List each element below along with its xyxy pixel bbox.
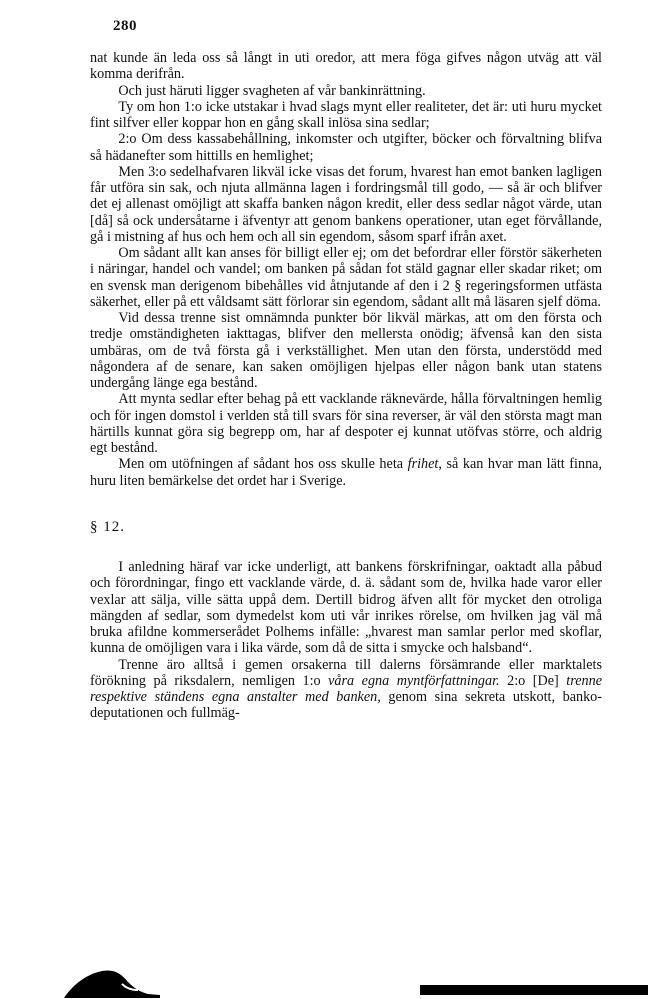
text-span: genom sina sekreta utskott, banko-deputationen och fullmäg- xyxy=(90,689,602,722)
italic-phrase: våra egna myntförfattningar. xyxy=(328,672,500,689)
scan-edge-bar xyxy=(420,985,648,995)
body-text xyxy=(90,50,602,722)
italic-word: frihet xyxy=(407,456,439,473)
ink-blot-decoration xyxy=(62,948,162,998)
paragraph: Och just häruti ligger svagheten af vår bankinrättning. xyxy=(118,82,426,99)
text-span: , så kan hvar man lätt finna, huru liten bemärkelse det ordet har i Sverige. xyxy=(90,456,603,489)
paragraph: Att mynta sedlar efter behag på ett vacklande räknevärde, hålla förvaltningen hemlig och för ingen domstol i verlden stå till svars för sina reverser, är väl den största magt man härtills kunnat göra sig begrepp om, har af despoter ej kunnat utöfvas större, och aldrig egt bestånd. xyxy=(90,391,602,456)
italic-phrase: trenne respektive ständens egna anstalter med banken, xyxy=(90,672,602,705)
text-span: Men om utöfningen af sådant hos oss skulle heta xyxy=(118,456,408,473)
paragraph: Vid dessa trenne sist omnämnda punkter bör likväl märkas, att om den första och tredje omständigheten iakttagas, blifver den mellersta onödig; äfvenså kan den sista umbäras, om de två första gå i verkställighet. Men utan den första, understödd med någondera af de senare, kan saken omöjligen hjelpas eller någon bank utan statens undergång länge ega bestånd. xyxy=(90,310,602,391)
paragraph: 2:o Om dess kassabehållning, inkomster och utgifter, böcker och förvaltning blifva så hädanefter som hittills en hemlighet; xyxy=(90,131,602,164)
section-heading: § 12. xyxy=(90,518,125,535)
page-number: 280 xyxy=(113,18,137,34)
paragraph: Ty om hon 1:o icke utstakar i hvad slags mynt eller realiteter, det är: uti huru mycket fint silfver eller koppar hon en gång skall inlösa sina sedlar; xyxy=(90,98,602,131)
paragraph: Men 3:o sedelhafvaren likväl icke visas det forum, hvarest han emot banken lagligen får utföra sin sak, och njuta allmänna lagen i fordringsmål till godo, — så är och blifver det ej allenast omöjligt att skaffa banken någon kredit, eller dess sedlar något värde, utan [då] så ock undersåtarne i äfventyr att genom bankens operationer, utan eget förvållande, gå i mistning af hus och hem och all sin egendom, såsom sparf ifrån axet. xyxy=(90,163,602,245)
text-span: 2:o [De] xyxy=(499,672,567,689)
paragraph: I anledning häraf var icke underligt, att bankens förskrifningar, oaktadt alla påbud och förordningar, fingo ett vacklande värde, d. ä. sådant som de, hvilka hade varor eller vexlar att sälja, ville sätta uppå dem. Dertill bidrog äfven allt för mycket den otroliga mängden af sedlar, som dymedelst kom uti vår inrikes rörelse, om hvilken jag väl må bruka afildne kommerserådet Polhems infälle: „hvarest man samlar perlor med skoflar, kunna de omöjligen vara i lika värde, som då de sitta i smycke och halsband“. xyxy=(90,559,602,657)
paragraph xyxy=(90,456,602,489)
paragraph: nat kunde än leda oss så långt in uti oredor, att mera föga gifves någon utväg att väl komma derifrån. xyxy=(90,50,602,83)
paragraph: Om sådant allt kan anses för billigt eller ej; om det befordrar eller förstör säkerheten i näringar, handel och vandel; om banken på sådan fot stäld gagnar eller skadar riket; om en svensk man derigenom bibehålles vid åtnjutande af den i 2 § regeringsformen utfästa säkerhet, eller på ett våldsamt sätt förlorar sin egendom, sådant allt må läsaren sjelf döma. xyxy=(90,245,602,310)
text-span: Trenne äro alltså i gemen orsakerna till dalerns försämrande eller marktalets förökning på riksdalern, nemligen 1:o xyxy=(90,656,602,689)
paragraph xyxy=(90,657,602,722)
